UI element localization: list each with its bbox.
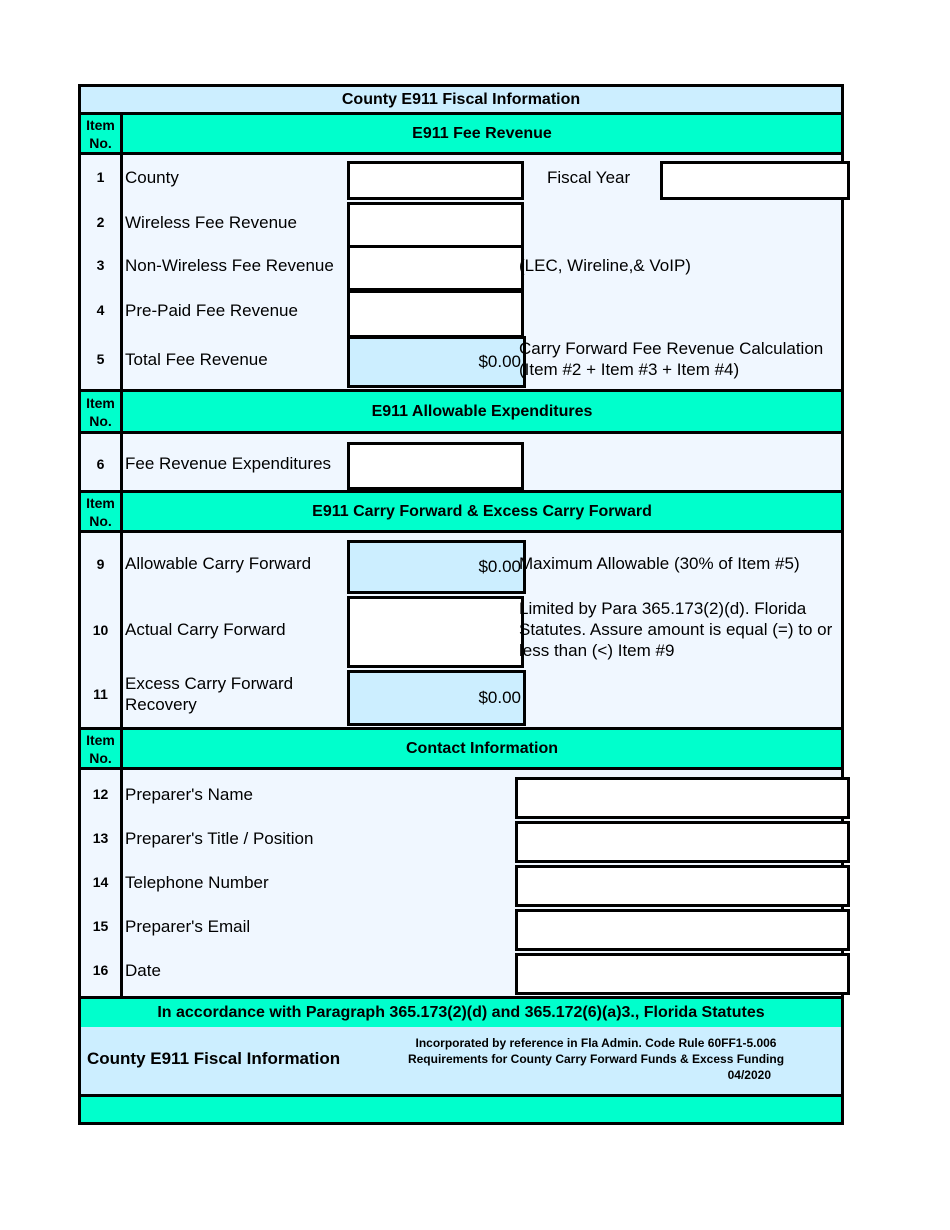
footer-rule-reference: Incorporated by reference in Fla Admin. Code Rule 60FF1-5.006 Requirements for County Carry Forward Funds & Excess Funding 04/2020 [407,1036,785,1082]
section-title-contact: Contact Information [406,739,558,757]
section-title-expenditures: E911 Allowable Expenditures [371,402,593,420]
allowable-carry-forward-label: Allowable Carry Forward [125,554,312,573]
item-number: 5 [96,351,105,367]
form-title: County E911 Fiscal Information [81,87,841,112]
telephone-label: Telephone Number [125,873,269,892]
item-number: 4 [96,302,105,318]
section-header-expenditures [81,389,841,434]
actual-carry-forward-input[interactable] [347,596,524,668]
actual-carry-forward-label: Actual Carry Forward [125,620,286,639]
item-number: 6 [96,456,105,472]
excess-carry-forward-value: $0.00 [347,670,526,726]
item-number: 16 [92,962,109,978]
item-number: 12 [92,786,109,802]
section-header-contact [81,727,841,770]
preparer-name-label: Preparer's Name [125,785,253,804]
item-number: 2 [96,214,105,230]
section-title-carry-forward: E911 Carry Forward & Excess Carry Forward [312,502,652,520]
item-number: 10 [92,622,109,638]
excess-carry-forward-label: Excess Carry Forward Recovery [125,674,294,714]
item-number: 15 [92,918,109,934]
footer [81,1027,841,1097]
pre-paid-fee-label: Pre-Paid Fee Revenue [125,301,298,320]
wireless-fee-label: Wireless Fee Revenue [125,213,297,232]
fee-revenue-expenditures-label: Fee Revenue Expenditures [125,454,332,473]
county-label: County [125,168,179,187]
preparer-email-input[interactable] [515,909,850,951]
section-header-carry-forward [81,490,841,533]
fee-revenue-expenditures-input[interactable] [347,442,524,490]
fiscal-form [78,84,844,1125]
item-number: 14 [92,874,109,890]
carry-forward-calc-note: Carry Forward Fee Revenue Calculation (Item #2 + Item #3 + Item #4) [519,339,824,379]
preparer-name-input[interactable] [515,777,850,819]
item-no-header: Item No. [81,730,123,767]
statute-band: In accordance with Paragraph 365.173(2)(d) and 365.172(6)(a)3., Florida Statutes [81,996,841,1030]
item-no-header: Item No. [81,392,123,431]
item-number: 11 [93,686,108,702]
maximum-allowable-note: Maximum Allowable (30% of Item #5) [519,554,800,573]
non-wireless-fee-input[interactable] [347,245,524,291]
item-number: 13 [92,830,109,846]
preparer-email-label: Preparer's Email [125,917,251,936]
section-title-revenue: E911 Fee Revenue [412,124,552,142]
item-no-header: Item No. [81,493,123,530]
section-header-revenue [81,112,841,155]
wireless-fee-input[interactable] [347,202,524,248]
limited-by-para-note: Limited by Para 365.173(2)(d). Florida Statutes. Assure amount is equal (=) to or less than (<) Item #9 [519,599,833,660]
footer-title: County E911 Fiscal Information [87,1049,341,1068]
date-label: Date [125,961,161,980]
allowable-carry-forward-value: $0.00 [347,540,526,594]
non-wireless-fee-label: Non-Wireless Fee Revenue [125,256,334,275]
item-no-header: Item No. [81,115,123,152]
date-input[interactable] [515,953,850,995]
fiscal-year-input[interactable] [660,161,850,200]
county-input[interactable] [347,161,524,200]
item-number: 3 [96,257,105,273]
preparer-title-input[interactable] [515,821,850,863]
non-wireless-note: (LEC, Wireline,& VoIP) [519,256,691,275]
item-number: 9 [96,556,105,572]
pre-paid-fee-input[interactable] [347,290,524,338]
total-fee-label: Total Fee Revenue [125,350,268,369]
total-fee-value: $0.00 [347,336,526,388]
telephone-input[interactable] [515,865,850,907]
bottom-band [81,1097,841,1122]
preparer-title-label: Preparer's Title / Position [125,829,314,848]
fiscal-year-label: Fiscal Year [547,168,631,187]
item-number: 1 [96,169,105,185]
